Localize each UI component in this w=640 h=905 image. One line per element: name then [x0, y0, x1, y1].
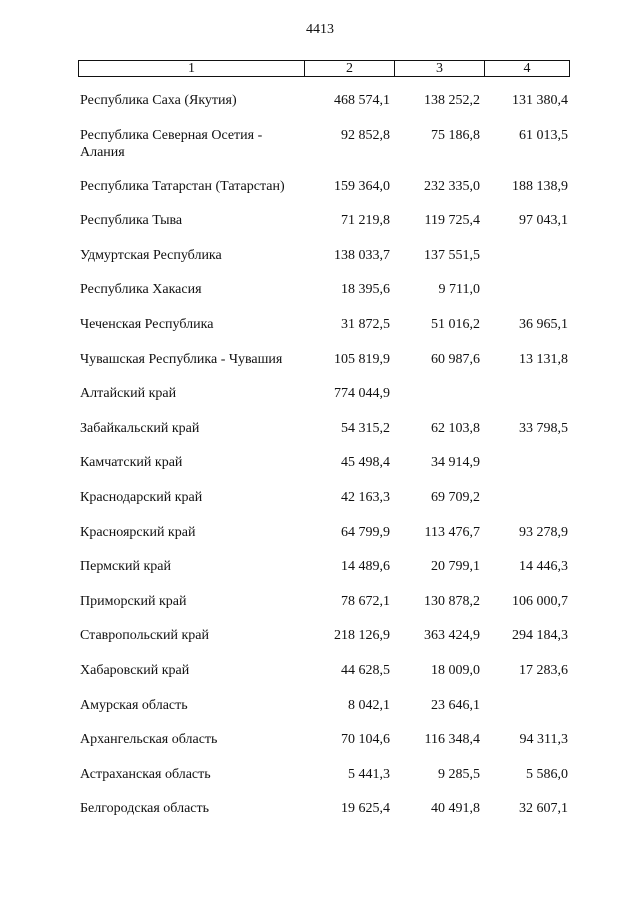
col-2-value: 71 219,8	[341, 213, 390, 229]
col-2-value: 64 799,9	[341, 524, 390, 540]
table-row	[0, 524, 640, 559]
col-4-value: 294 184,3	[512, 628, 568, 644]
col-4-value: 97 043,1	[519, 213, 568, 229]
table-row	[0, 593, 640, 628]
region-name: Камчатский край	[80, 455, 183, 471]
region-name: Ставропольский край	[80, 628, 209, 644]
col-3-value: 34 914,9	[431, 455, 480, 471]
table-row	[0, 127, 640, 178]
page-number: 4413	[306, 22, 334, 37]
table-row	[0, 489, 640, 524]
table-row	[0, 178, 640, 213]
col-3-value: 119 725,4	[424, 213, 480, 229]
col-2-value: 5 441,3	[348, 766, 390, 782]
header-col-4: 4	[523, 61, 531, 76]
table-row	[0, 420, 640, 455]
region-name: Пермский край	[80, 559, 171, 575]
region-name: Республика Северная Осетия - Алания	[80, 127, 263, 160]
col-2-value: 774 044,9	[334, 386, 390, 402]
col-3-value: 363 424,9	[424, 628, 480, 644]
col-2-value: 54 315,2	[341, 420, 390, 436]
header-col-1: 1	[79, 61, 305, 76]
region-name: Белгородская область	[80, 801, 210, 817]
region-name: Алтайский край	[80, 386, 177, 402]
col-4-value: 93 278,9	[519, 524, 568, 540]
region-name: Забайкальский край	[80, 420, 200, 436]
region-name: Приморский край	[80, 593, 187, 609]
table-row	[0, 351, 640, 386]
region-name: Архангельская область	[80, 732, 218, 748]
region-name: Амурская область	[80, 697, 188, 713]
table-header-row	[78, 60, 570, 77]
col-4-value: 13 131,8	[519, 351, 568, 367]
header-col-2: 2	[305, 61, 395, 76]
col-3-value: 75 186,8	[431, 127, 480, 143]
col-2-value: 105 819,9	[334, 351, 390, 367]
col-2-value: 18 395,6	[341, 282, 390, 298]
region-name: Республика Тыва	[80, 213, 183, 229]
region-name: Республика Татарстан (Татарстан)	[80, 178, 285, 194]
col-2-value: 218 126,9	[334, 628, 390, 644]
col-3-value: 138 252,2	[424, 93, 480, 108]
col-2-value: 42 163,3	[341, 489, 390, 505]
col-2-value: 19 625,4	[341, 801, 390, 817]
col-4-value: 32 607,1	[519, 801, 568, 817]
col-2-value: 468 574,1	[334, 93, 390, 108]
header-col-3: 3	[395, 61, 485, 76]
table-row	[0, 558, 640, 593]
col-3-value: 69 709,2	[431, 489, 480, 505]
region-name: Чеченская Республика	[80, 316, 214, 332]
col-2-value: 45 498,4	[341, 455, 390, 471]
col-4-value: 106 000,7	[512, 593, 568, 609]
table-body	[0, 92, 640, 835]
region-name: Хабаровский край	[80, 662, 190, 678]
col-2-value: 78 672,1	[341, 593, 390, 609]
col-3-value: 20 799,1	[431, 559, 480, 575]
col-2-value: 14 489,6	[341, 559, 390, 575]
col-4-value: 17 283,6	[519, 662, 568, 678]
col-4-value: 61 013,5	[519, 127, 568, 143]
table-row	[0, 212, 640, 247]
region-name: Чувашская Республика - Чувашия	[80, 351, 283, 367]
col-4-value: 36 965,1	[519, 316, 568, 332]
col-3-value: 51 016,2	[431, 316, 480, 332]
col-2-value: 92 852,8	[341, 127, 390, 143]
col-4-value: 33 798,5	[519, 420, 568, 436]
table-row	[0, 385, 640, 420]
table-row	[0, 766, 640, 801]
col-4-value: 188 138,9	[512, 178, 568, 194]
col-3-value: 9 285,5	[438, 766, 480, 782]
col-4-value: 14 446,3	[519, 559, 568, 575]
col-3-value: 116 348,4	[424, 732, 480, 748]
region-name: Республика Хакасия	[80, 282, 202, 298]
col-2-value: 159 364,0	[334, 178, 390, 194]
table-row	[0, 627, 640, 662]
table-row	[0, 92, 640, 127]
region-name: Астраханская область	[80, 766, 211, 782]
table-row	[0, 247, 640, 282]
col-3-value: 113 476,7	[424, 524, 480, 540]
table-row	[0, 731, 640, 766]
col-3-value: 137 551,5	[424, 247, 480, 263]
col-2-value: 31 872,5	[341, 316, 390, 332]
region-name: Республика Саха (Якутия)	[80, 93, 237, 108]
table-row	[0, 281, 640, 316]
table-row	[0, 662, 640, 697]
col-4-value: 94 311,3	[519, 732, 568, 748]
col-4-value: 5 586,0	[526, 766, 568, 782]
col-3-value: 18 009,0	[431, 662, 480, 678]
col-3-value: 40 491,8	[431, 801, 480, 817]
col-3-value: 130 878,2	[424, 593, 480, 609]
region-name: Красноярский край	[80, 524, 196, 540]
col-3-value: 23 646,1	[431, 697, 480, 713]
table-row	[0, 316, 640, 351]
region-name: Краснодарский край	[80, 489, 203, 505]
col-2-value: 70 104,6	[341, 732, 390, 748]
col-4-value: 131 380,4	[512, 93, 568, 108]
region-name: Удмуртская Республика	[80, 247, 222, 263]
col-2-value: 138 033,7	[334, 247, 390, 263]
table-row	[0, 697, 640, 732]
table-row	[0, 454, 640, 489]
col-3-value: 60 987,6	[431, 351, 480, 367]
col-2-value: 8 042,1	[348, 697, 390, 713]
col-3-value: 232 335,0	[424, 178, 480, 194]
col-3-value: 9 711,0	[438, 282, 480, 298]
table-row	[0, 800, 640, 835]
col-3-value: 62 103,8	[431, 420, 480, 436]
col-2-value: 44 628,5	[341, 662, 390, 678]
